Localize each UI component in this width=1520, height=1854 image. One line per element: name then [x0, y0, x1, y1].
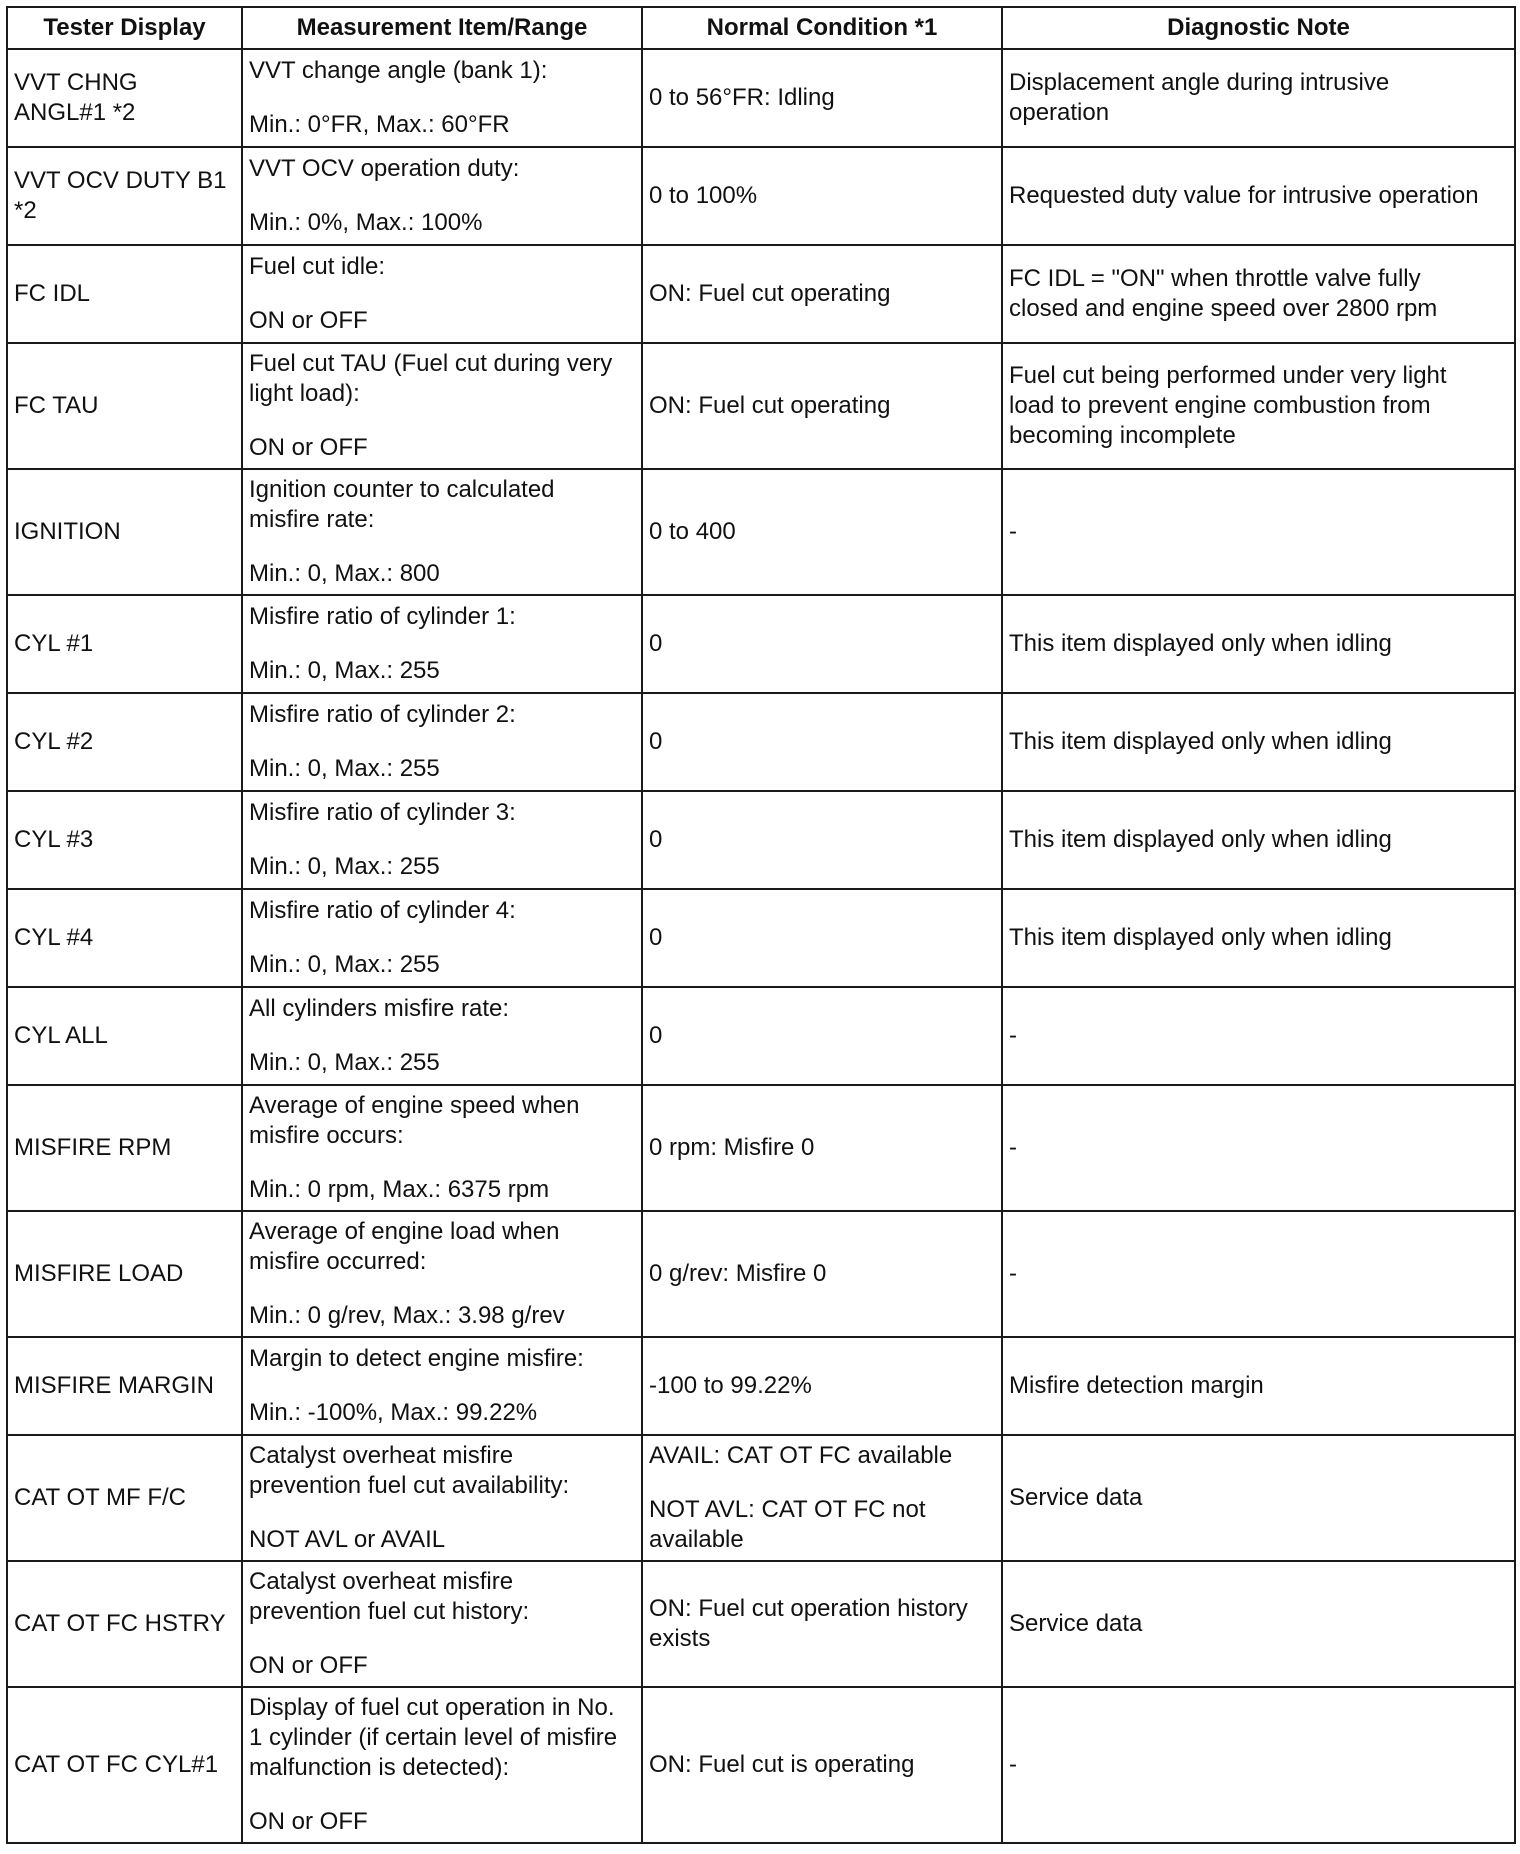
table-row	[7, 343, 1515, 469]
diagnostic-note-cell	[1002, 245, 1515, 343]
line-gap	[249, 730, 635, 754]
cell-line: This item displayed only when idling	[1009, 728, 1392, 755]
cell-line: operation	[1009, 99, 1110, 126]
cell-line: 0	[649, 1022, 663, 1049]
table-row	[7, 791, 1515, 889]
measurement-item-cell	[242, 343, 642, 469]
cell-line: -	[1009, 1134, 1017, 1161]
cell-line: CAT OT FC HSTRY	[14, 1610, 226, 1637]
line-gap	[249, 828, 635, 852]
cell-line: FC TAU	[14, 392, 99, 419]
cell-line: Display of fuel cut operation in No.	[249, 1694, 615, 1721]
cell-line: ON: Fuel cut is operating	[649, 1751, 915, 1778]
cell-line: This item displayed only when idling	[1009, 924, 1392, 951]
cell-line: -100 to 99.22%	[649, 1372, 812, 1399]
cell-line: CYL #4	[14, 924, 94, 951]
cell-line: 0 to 400	[649, 518, 736, 545]
cell-line: prevention fuel cut availability:	[249, 1472, 570, 1499]
measurement-item-cell	[242, 595, 642, 693]
normal-condition-cell	[642, 49, 1002, 147]
line-gap	[249, 1501, 635, 1525]
cell-line: -	[1009, 1022, 1017, 1049]
normal-condition-cell	[642, 245, 1002, 343]
cell-line: ANGL#1 *2	[14, 99, 136, 126]
cell-line: AVAIL: CAT OT FC available	[649, 1442, 953, 1469]
cell-line: Average of engine load when	[249, 1218, 560, 1245]
cell-line: Service data	[1009, 1484, 1143, 1511]
measurement-item-cell	[242, 49, 642, 147]
cell-line: Margin to detect engine misfire:	[249, 1345, 584, 1372]
cell-line: Misfire ratio of cylinder 2:	[249, 701, 516, 728]
cell-line: -	[1009, 1260, 1017, 1287]
cell-line: CYL #3	[14, 826, 94, 853]
tester-display-cell	[7, 469, 242, 595]
tester-display-cell	[7, 1085, 242, 1211]
cell-line: 0	[649, 728, 663, 755]
cell-line: ON: Fuel cut operating	[649, 392, 891, 419]
normal-condition-cell	[642, 1085, 1002, 1211]
measurement-range: Min.: 0, Max.: 800	[249, 560, 440, 587]
table-row	[7, 1211, 1515, 1337]
diagnostic-note-cell	[1002, 987, 1515, 1085]
header-diagnostic-note: Diagnostic Note	[1002, 7, 1515, 49]
line-gap	[249, 1024, 635, 1048]
measurement-item-cell	[242, 693, 642, 791]
cell-line: Catalyst overheat misfire	[249, 1442, 514, 1469]
measurement-range: ON or OFF	[249, 1652, 368, 1679]
cell-line: misfire occurs:	[249, 1122, 404, 1149]
cell-line: FC IDL	[14, 280, 91, 307]
cell-line: Requested duty value for intrusive operation	[1009, 182, 1479, 209]
cell-line: 0 g/rev: Misfire 0	[649, 1260, 827, 1287]
table-row	[7, 1687, 1515, 1843]
measurement-item-cell	[242, 1687, 642, 1843]
diagnostic-note-cell	[1002, 1085, 1515, 1211]
cell-line: 0	[649, 630, 663, 657]
cell-line: CAT OT MF F/C	[14, 1484, 186, 1511]
cell-line: Displacement angle during intrusive	[1009, 69, 1390, 96]
line-gap	[249, 1374, 635, 1398]
cell-line: Catalyst overheat misfire	[249, 1568, 514, 1595]
line-gap	[249, 282, 635, 306]
measurement-item-cell	[242, 1561, 642, 1687]
measurement-item-cell	[242, 987, 642, 1085]
tester-display-cell	[7, 987, 242, 1085]
line-gap	[249, 86, 635, 110]
diagnostic-note-cell	[1002, 693, 1515, 791]
tester-display-cell	[7, 693, 242, 791]
normal-condition-cell	[642, 987, 1002, 1085]
diagnostic-note-cell	[1002, 1435, 1515, 1561]
normal-condition-cell	[642, 693, 1002, 791]
cell-line: Service data	[1009, 1610, 1143, 1637]
tester-display-cell	[7, 595, 242, 693]
table-row	[7, 595, 1515, 693]
cell-line: ON: Fuel cut operation history	[649, 1595, 968, 1622]
cell-line: misfire occurred:	[249, 1248, 427, 1275]
measurement-item-cell	[242, 1435, 642, 1561]
table-row	[7, 1561, 1515, 1687]
measurement-item-cell	[242, 1337, 642, 1435]
diagnostic-note-cell	[1002, 343, 1515, 469]
diagnostic-note-cell	[1002, 147, 1515, 245]
cell-line: This item displayed only when idling	[1009, 630, 1392, 657]
cell-line: All cylinders misfire rate:	[249, 995, 510, 1022]
measurement-item-cell	[242, 889, 642, 987]
tester-display-cell	[7, 1687, 242, 1843]
normal-condition-cell	[642, 889, 1002, 987]
cell-line: 0	[649, 924, 663, 951]
table-row	[7, 693, 1515, 791]
normal-condition-cell	[642, 791, 1002, 889]
cell-line: becoming incomplete	[1009, 422, 1236, 449]
cell-line: Ignition counter to calculated	[249, 476, 555, 503]
line-gap	[249, 535, 635, 559]
cell-line: FC IDL = "ON" when throttle valve fully	[1009, 265, 1421, 292]
data-list-table	[6, 6, 1516, 1844]
cell-line: exists	[649, 1625, 711, 1652]
cell-line: load to prevent engine combustion from	[1009, 392, 1431, 419]
cell-line: 0 rpm: Misfire 0	[649, 1134, 815, 1161]
cell-line: CYL ALL	[14, 1022, 108, 1049]
measurement-range: Min.: -100%, Max.: 99.22%	[249, 1399, 538, 1426]
cell-line: IGNITION	[14, 518, 121, 545]
cell-line: -	[1009, 518, 1017, 545]
header-row	[7, 7, 1515, 49]
diagnostic-note-cell	[1002, 49, 1515, 147]
line-gap	[649, 1471, 995, 1495]
cell-line: VVT CHNG	[14, 69, 138, 96]
tester-display-cell	[7, 889, 242, 987]
normal-condition-cell	[642, 1337, 1002, 1435]
normal-condition-cell	[642, 595, 1002, 693]
diagnostic-note-cell	[1002, 791, 1515, 889]
cell-line: prevention fuel cut history:	[249, 1598, 530, 1625]
cell-line: Fuel cut TAU (Fuel cut during very	[249, 350, 613, 377]
table-row	[7, 469, 1515, 595]
tester-display-cell	[7, 147, 242, 245]
measurement-item-cell	[242, 147, 642, 245]
measurement-item-cell	[242, 791, 642, 889]
header-normal-condition: Normal Condition *1	[642, 7, 1002, 49]
cell-line: This item displayed only when idling	[1009, 826, 1392, 853]
cell-line: MISFIRE RPM	[14, 1134, 172, 1161]
diagnostic-note-cell	[1002, 469, 1515, 595]
line-gap	[249, 926, 635, 950]
line-gap	[249, 1277, 635, 1301]
measurement-range: ON or OFF	[249, 1808, 368, 1835]
normal-condition-cell	[642, 1435, 1002, 1561]
measurement-range: Min.: 0, Max.: 255	[249, 755, 440, 782]
cell-line: -	[1009, 1751, 1017, 1778]
normal-condition-cell	[642, 147, 1002, 245]
measurement-range: ON or OFF	[249, 434, 368, 461]
cell-line: MISFIRE LOAD	[14, 1260, 184, 1287]
cell-line: NOT AVL: CAT OT FC not	[649, 1496, 926, 1523]
tester-display-cell	[7, 1561, 242, 1687]
cell-line: Misfire ratio of cylinder 3:	[249, 799, 516, 826]
line-gap	[249, 632, 635, 656]
cell-line: CAT OT FC CYL#1	[14, 1751, 219, 1778]
measurement-range: Min.: 0%, Max.: 100%	[249, 209, 483, 236]
cell-line: misfire rate:	[249, 506, 375, 533]
diagnostic-note-cell	[1002, 1337, 1515, 1435]
measurement-range: Min.: 0 rpm, Max.: 6375 rpm	[249, 1176, 550, 1203]
cell-line: closed and engine speed over 2800 rpm	[1009, 295, 1438, 322]
measurement-range: Min.: 0, Max.: 255	[249, 1049, 440, 1076]
measurement-item-cell	[242, 245, 642, 343]
line-gap	[249, 1151, 635, 1175]
measurement-range: Min.: 0, Max.: 255	[249, 951, 440, 978]
measurement-range: Min.: 0, Max.: 255	[249, 853, 440, 880]
table-row	[7, 245, 1515, 343]
table-row	[7, 49, 1515, 147]
cell-line: VVT change angle (bank 1):	[249, 57, 548, 84]
cell-line: Fuel cut idle:	[249, 253, 386, 280]
line-gap	[249, 1783, 635, 1807]
table-row	[7, 1337, 1515, 1435]
cell-line: *2	[14, 197, 37, 224]
cell-line: MISFIRE MARGIN	[14, 1372, 215, 1399]
table-row	[7, 987, 1515, 1085]
tester-display-cell	[7, 343, 242, 469]
cell-line: Average of engine speed when	[249, 1092, 580, 1119]
diagnostic-note-cell	[1002, 889, 1515, 987]
table-body	[7, 49, 1515, 1843]
cell-line: VVT OCV DUTY B1	[14, 167, 227, 194]
diagnostic-note-cell	[1002, 1687, 1515, 1843]
tester-display-cell	[7, 1435, 242, 1561]
table-row	[7, 1085, 1515, 1211]
measurement-range: Min.: 0°FR, Max.: 60°FR	[249, 111, 510, 138]
tester-display-cell	[7, 1211, 242, 1337]
table-row	[7, 147, 1515, 245]
cell-line: CYL #1	[14, 630, 94, 657]
cell-line: Fuel cut being performed under very light	[1009, 362, 1447, 389]
line-gap	[249, 1627, 635, 1651]
cell-line: ON: Fuel cut operating	[649, 280, 891, 307]
diagnostic-note-cell	[1002, 595, 1515, 693]
table-row	[7, 889, 1515, 987]
measurement-item-cell	[242, 469, 642, 595]
diagnostic-note-cell	[1002, 1211, 1515, 1337]
tester-display-cell	[7, 1337, 242, 1435]
header-measurement-item: Measurement Item/Range	[242, 7, 642, 49]
cell-line: 0 to 56°FR: Idling	[649, 84, 835, 111]
cell-line: 0	[649, 826, 663, 853]
cell-line: light load):	[249, 380, 360, 407]
diagnostic-note-cell	[1002, 1561, 1515, 1687]
normal-condition-cell	[642, 469, 1002, 595]
tester-display-cell	[7, 245, 242, 343]
line-gap	[249, 184, 635, 208]
cell-line: 0 to 100%	[649, 182, 758, 209]
measurement-range: ON or OFF	[249, 307, 368, 334]
measurement-range: NOT AVL or AVAIL	[249, 1526, 446, 1553]
header-tester-display: Tester Display	[7, 7, 242, 49]
tester-display-cell	[7, 791, 242, 889]
normal-condition-cell	[642, 343, 1002, 469]
line-gap	[249, 409, 635, 433]
cell-line: malfunction is detected):	[249, 1754, 510, 1781]
cell-line: Misfire detection margin	[1009, 1372, 1264, 1399]
normal-condition-cell	[642, 1561, 1002, 1687]
measurement-item-cell	[242, 1085, 642, 1211]
cell-line: Misfire ratio of cylinder 4:	[249, 897, 516, 924]
cell-line: available	[649, 1526, 744, 1553]
normal-condition-cell	[642, 1211, 1002, 1337]
normal-condition-cell	[642, 1687, 1002, 1843]
measurement-range: Min.: 0 g/rev, Max.: 3.98 g/rev	[249, 1302, 565, 1329]
measurement-range: Min.: 0, Max.: 255	[249, 657, 440, 684]
cell-line: Misfire ratio of cylinder 1:	[249, 603, 516, 630]
cell-line: CYL #2	[14, 728, 94, 755]
tester-display-cell	[7, 49, 242, 147]
cell-line: VVT OCV operation duty:	[249, 155, 520, 182]
cell-line: 1 cylinder (if certain level of misfire	[249, 1724, 618, 1751]
table-row	[7, 1435, 1515, 1561]
measurement-item-cell	[242, 1211, 642, 1337]
